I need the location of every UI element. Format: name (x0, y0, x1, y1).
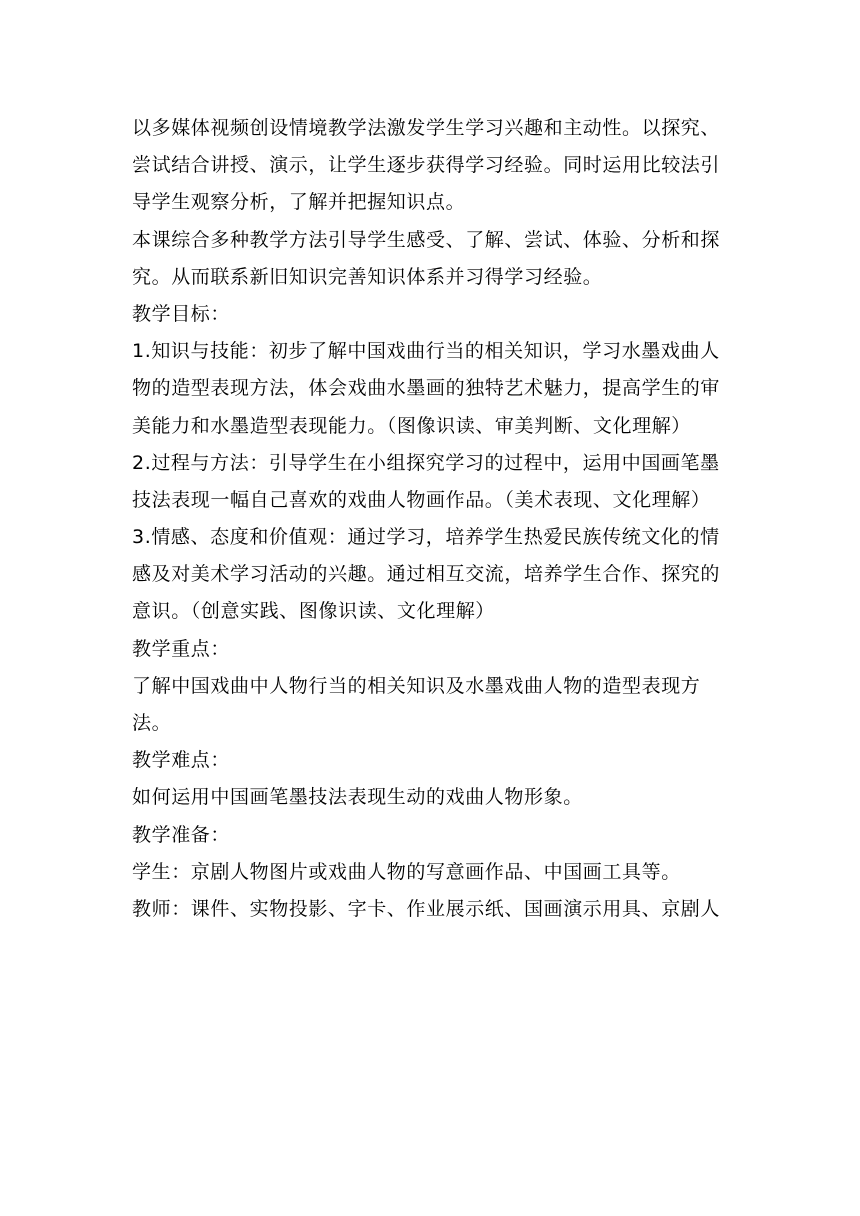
document-body (132, 110, 742, 928)
text-line: 美能力和水墨造型表现能力。（图像识读、审美判断、文化理解） (132, 414, 691, 437)
text-line: 以多媒体视频创设情境教学法激发学生学习兴趣和主动性。以探究、 (132, 117, 721, 139)
text-line: 导学生观察分析，了解并把握知识点。 (132, 191, 466, 214)
section-heading-key-points: 教学重点： (132, 637, 231, 660)
section-heading-objectives: 教学目标： (132, 302, 231, 325)
text-line: 教师：课件、实物投影、字卡、作业展示纸、国画演示用具、京剧人 (132, 897, 721, 920)
text-line: 尝试结合讲授、演示，让学生逐步获得学习经验。同时运用比较法引 (132, 154, 721, 177)
text-line: 意识。（创意实践、图像识读、文化理解） (132, 600, 495, 623)
text-line: 3.情感、态度和价值观：通过学习，培养学生热爱民族传统文化的情 (132, 526, 720, 549)
text-line: 感及对美术学习活动的兴趣。通过相互交流，培养学生合作、探究的 (132, 563, 721, 586)
text-line: 究。从而联系新旧知识完善知识体系并习得学习经验。 (132, 265, 603, 288)
text-line: 本课综合多种教学方法引导学生感受、了解、尝试、体验、分析和探 (132, 228, 721, 251)
section-heading-difficulties: 教学难点： (132, 749, 231, 772)
text-line: 如何运用中国画笔墨技法表现生动的戏曲人物形象。 (132, 786, 583, 809)
text-line: 物的造型表现方法，体会戏曲水墨画的独特艺术魅力，提高学生的审 (132, 377, 721, 400)
text-line: 了解中国戏曲中人物行当的相关知识及水墨戏曲人物的造型表现方 (132, 674, 701, 697)
text-line: 1.知识与技能：初步了解中国戏曲行当的相关知识，学习水墨戏曲人 (132, 340, 720, 363)
text-line: 法。 (132, 712, 172, 734)
text-line: 2.过程与方法：引导学生在小组探究学习的过程中，运用中国画笔墨 (132, 451, 720, 474)
text-line: 技法表现一幅自己喜欢的戏曲人物画作品。（美术表现、文化理解） (132, 488, 711, 511)
section-heading-preparation: 教学准备： (132, 823, 231, 846)
text-line: 学生：京剧人物图片或戏曲人物的写意画作品、中国画工具等。 (132, 860, 681, 883)
